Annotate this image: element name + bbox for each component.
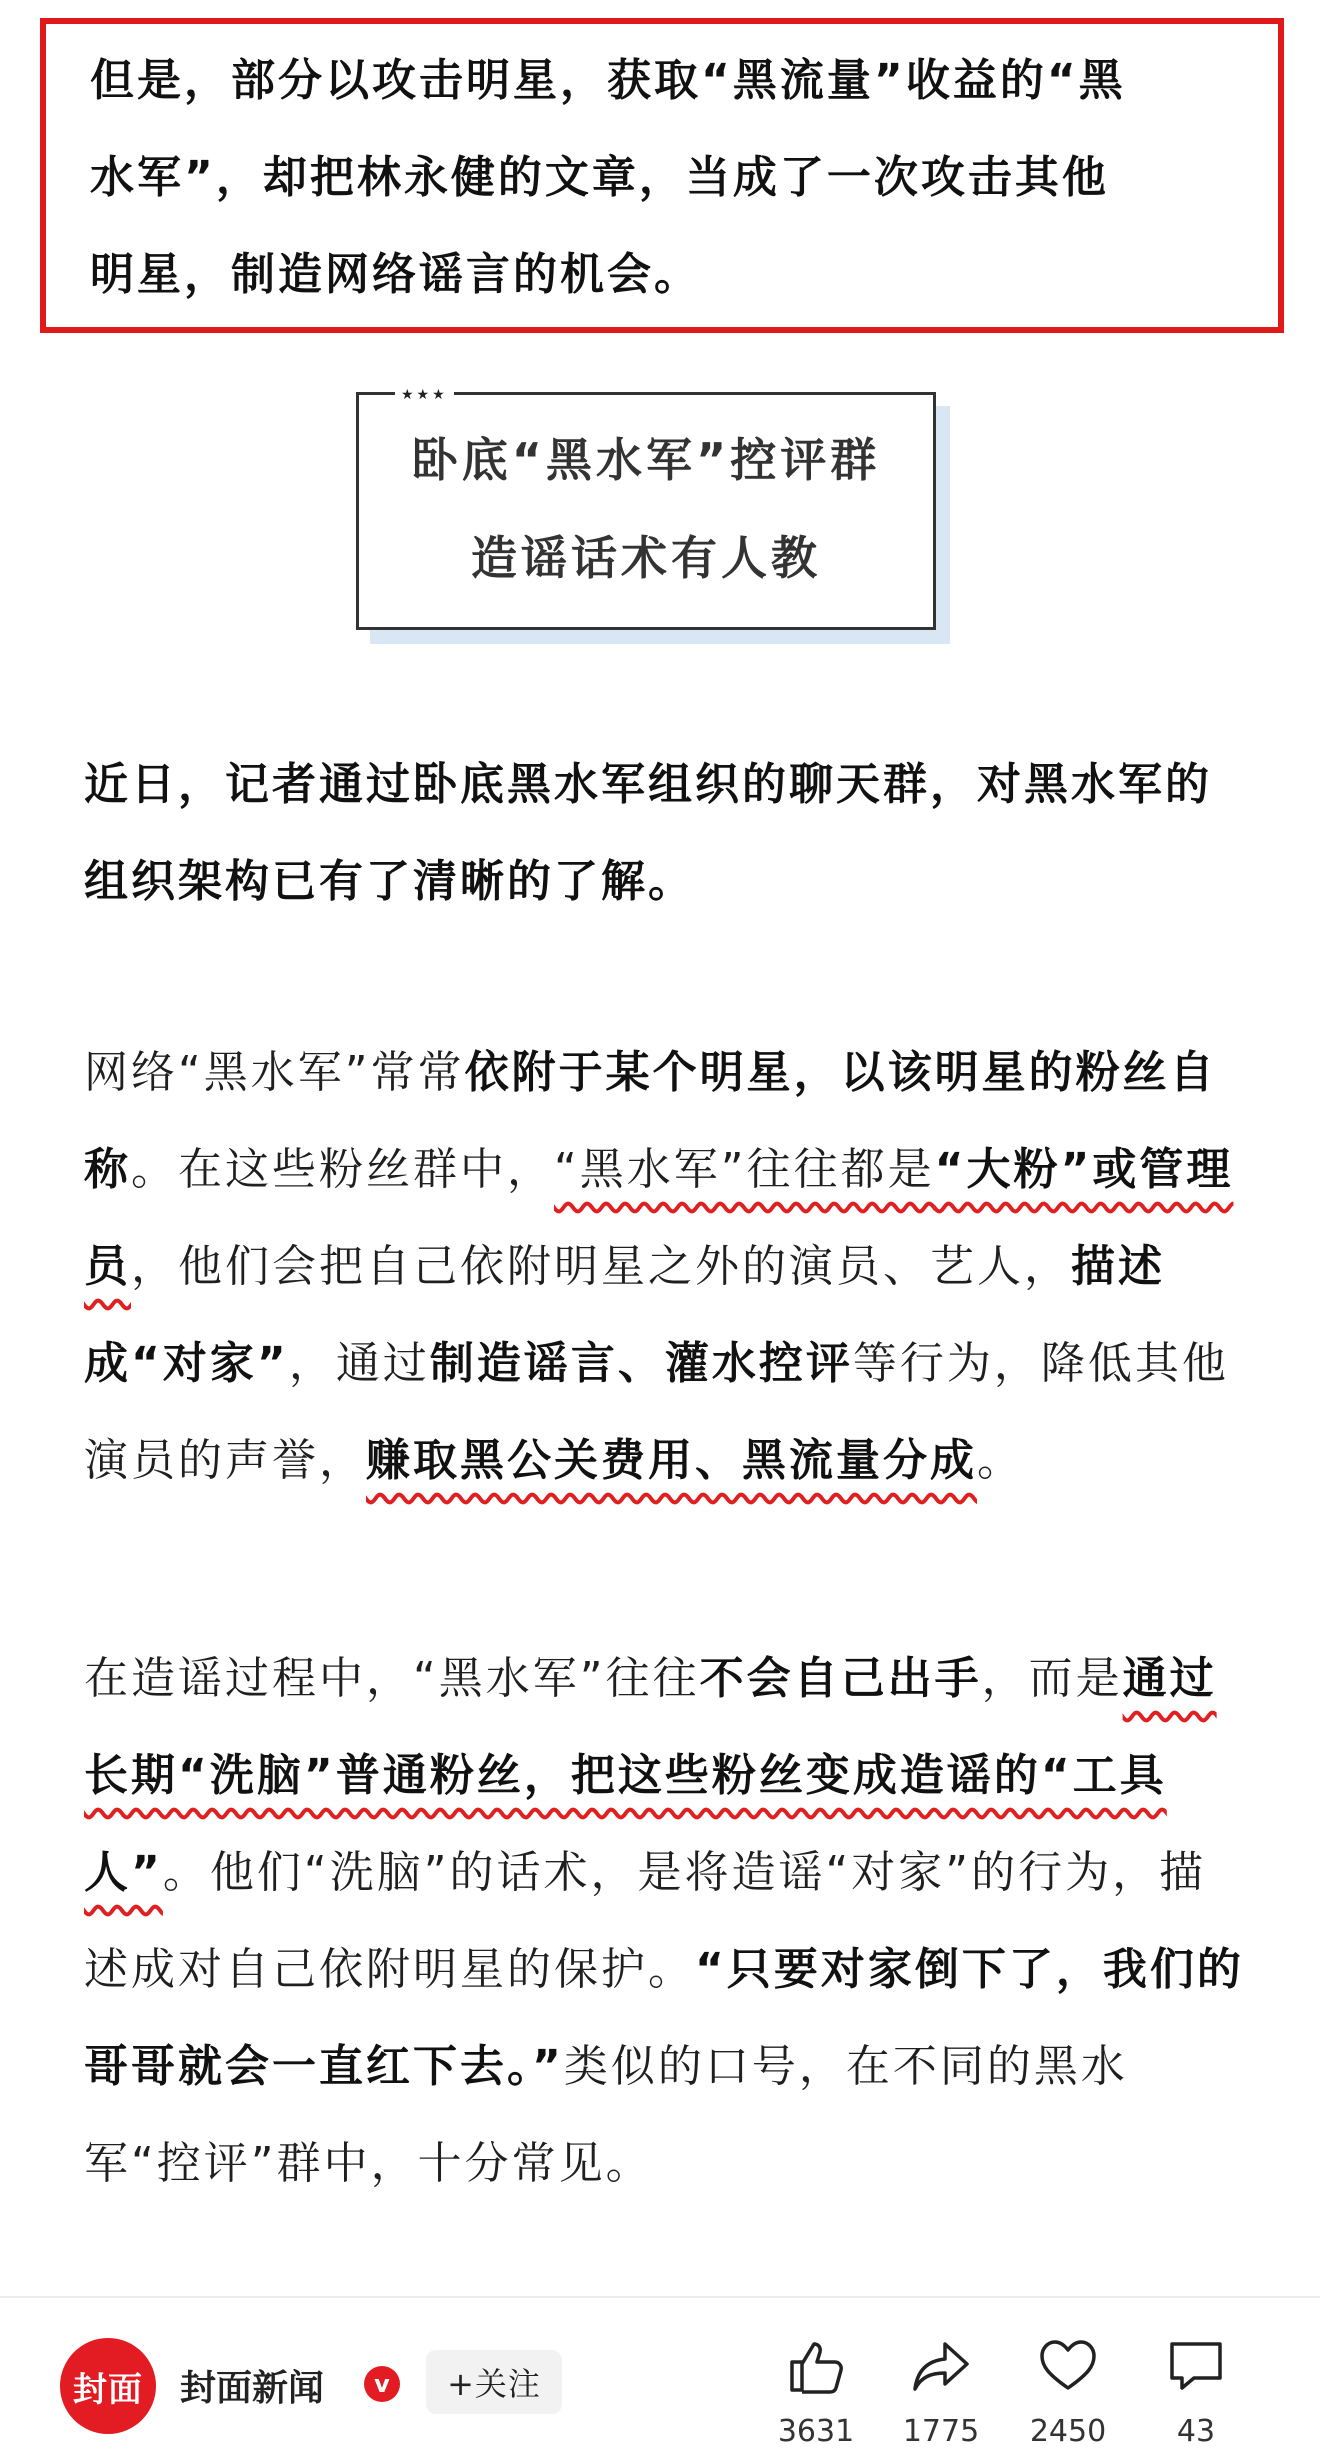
p1-text: 。在这些粉丝群中， [131,1144,554,1195]
p1-bold-rumor: 制造谣言、灌水控评 [429,1338,853,1389]
favorite-button[interactable] [1018,2334,1118,2449]
p2-bold: 不会自己出手 [699,1653,982,1704]
intro-paragraph: 近日，记者通过卧底黑水军组织的聊天群，对黑水军的组织架构已有了清晰的了解。 [84,759,1212,907]
section-header [356,387,936,630]
highlight-line-2: 水军”，却把林永健的文章，当成了一次攻击其他 [90,152,1109,203]
p1-underlined-profit: 赚取黑公关费用、黑流量分成 [366,1435,977,1486]
author-name[interactable]: 封面新闻 [180,2368,325,2409]
paragraph-2 [84,1630,1244,2212]
p2-text: 。他们“洗脑”的话术，是将造谣“对家”的行为，描述成对自己依附明星的保护。 [84,1847,1207,1995]
p1-text: 等行为，降低其他演员的声誉， [84,1338,1229,1486]
heart-icon [1036,2334,1100,2398]
share-count: 1775 [902,2414,980,2449]
p1-bold-fan: 依附于某个明星，以该明星的粉丝自称 [84,1047,1217,1195]
like-count: 3631 [777,2414,855,2449]
verified-badge-icon: v [364,2366,400,2402]
p1-text: ，他们会把自己依附明星之外的演员、艺人， [131,1241,1071,1292]
p1-underlined: “黑水军”往往都是 [554,1144,935,1195]
p2-underlined-brainwash: 通过长期“洗脑”普通粉丝，把这些粉丝变成造谣的“工具人” [84,1653,1217,1898]
section-title-line-1: 卧底“黑水军”控评群 [411,433,881,487]
favorite-count: 2450 [1029,2414,1107,2449]
highlight-paragraph [90,32,1250,323]
p1-text: 网络“黑水军”常常 [84,1047,465,1098]
p2-text: ，而是 [981,1653,1123,1704]
comment-count: 43 [1176,2414,1216,2449]
highlight-line-1: 但是，部分以攻击明星，获取“黑流量”收益的“黑 [90,55,1126,106]
avatar[interactable]: 封面 [60,2338,156,2434]
like-button[interactable] [766,2334,866,2449]
article-footer-bar [0,2296,1320,2449]
follow-button[interactable]: +关注 [426,2350,562,2414]
highlight-box [40,18,1284,333]
share-button[interactable] [891,2334,991,2449]
comment-bubble-icon [1164,2334,1228,2398]
p1-text: ，通过 [288,1338,430,1389]
share-arrow-icon [909,2334,973,2398]
paragraph-1 [84,1024,1244,1509]
p2-bold-quote: “只要对家倒下了，我们的哥哥就会一直红下去。” [84,1944,1244,2092]
highlight-line-3: 明星，制造网络谣言的机会。 [90,249,701,300]
p1-text: 。 [977,1435,1024,1486]
p2-text: 在造谣过程中，“黑水军”往往 [84,1653,700,1704]
thumbs-up-icon [784,2334,848,2398]
p1-bold-rival: 描述成“对家” [84,1241,1165,1389]
section-stars-icon: ★★★ [395,385,454,405]
comment-button[interactable] [1146,2334,1246,2449]
p2-text: 类似的口号，在不同的黑水军“控评”群中，十分常见。 [84,2041,1128,2189]
p1-underlined-bold: “大粉”或管理员 [84,1144,1234,1292]
section-title-line-2: 造谣话术有人教 [471,531,821,585]
